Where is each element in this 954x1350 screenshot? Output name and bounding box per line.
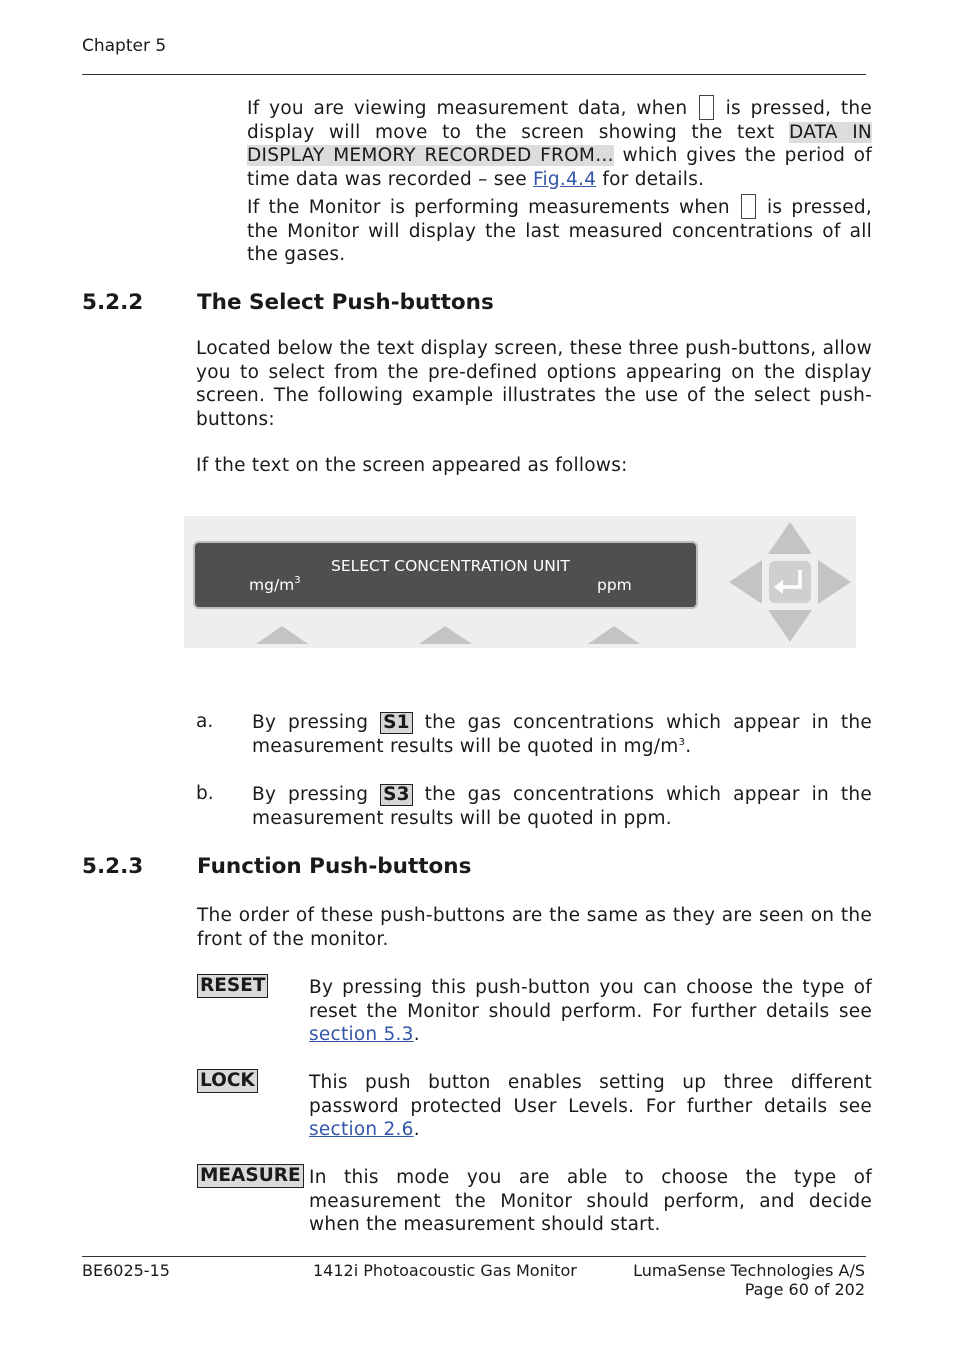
- list-item-a-line2-text: measurement results will be quoted in mg/m: [252, 736, 679, 757]
- select-arrow-icon[interactable]: [588, 626, 640, 644]
- intro-text-2b: is pressed, the Monitor will display the last measured concentrations of all the gases.: [247, 197, 872, 265]
- down-arrow-icon[interactable]: [768, 610, 812, 642]
- reset-description-text: By pressing this push-button you can choose the type of reset the Monitor should perform. For further details see: [309, 977, 872, 1022]
- lcd-option-right: ppm: [597, 576, 632, 594]
- select-arrow-icon[interactable]: [419, 626, 472, 644]
- intro-text-1d: for details.: [602, 168, 705, 190]
- function-key-measure: [197, 1164, 304, 1188]
- blank-key-icon: [699, 95, 714, 120]
- list-marker-a: a.: [196, 711, 214, 732]
- intro-text-1a: If you are viewing measurement data, when: [247, 98, 688, 119]
- lock-description-end: .: [413, 1119, 420, 1140]
- display-memory-text: DATA IN DISPLAY MEMORY RECORDED FROM…: [247, 121, 872, 166]
- footer-company: LumaSense Technologies A/S: [633, 1261, 865, 1280]
- reset-key: RESET: [197, 974, 268, 998]
- footer-doc-id: BE6025-15: [82, 1261, 170, 1280]
- section-title-522: The Select Push-buttons: [197, 290, 494, 315]
- section-5-3-link[interactable]: section 5.3: [309, 1024, 414, 1045]
- list-item-a-pre: By pressing: [252, 712, 369, 733]
- screen-intro-paragraph: If the text on the screen appeared as follows:: [196, 455, 628, 476]
- section-number-522: 5.2.2: [82, 290, 144, 315]
- list-item-a-end: .: [685, 736, 692, 757]
- left-arrow-icon[interactable]: [729, 560, 762, 604]
- intro-text-2a: If the Monitor is performing measurements when: [247, 197, 730, 218]
- lock-description: [309, 1071, 872, 1142]
- footer-product: 1412i Photoacoustic Gas Monitor: [313, 1261, 577, 1280]
- select-arrow-icon[interactable]: [256, 626, 308, 644]
- list-item-a-line1: [252, 711, 872, 735]
- function-key-reset: [197, 974, 268, 998]
- list-marker-b: b.: [196, 783, 214, 804]
- footer-page: Page 60 of 202: [744, 1280, 865, 1299]
- chapter-header: Chapter 5: [82, 36, 167, 56]
- list-item-a-line2: [252, 735, 872, 759]
- footer-rule: [82, 1256, 866, 1257]
- reset-description: [309, 976, 872, 1047]
- list-item-a-text: the gas concentrations which appear in the: [424, 712, 872, 733]
- lcd-title: SELECT CONCENTRATION UNIT: [331, 557, 570, 575]
- intro-text-1b: is pressed, the display will move to the screen showing the text: [247, 98, 872, 143]
- header-rule: [82, 74, 866, 75]
- select-buttons-paragraph: Located below the text display screen, these three push-buttons, allow you to select from the pre-defined options appearing on the display screen. The following example illustrates the use of the select push-buttons:: [196, 338, 872, 430]
- list-item-b-line2: measurement results will be quoted in ppm.: [252, 808, 672, 829]
- section-title-523: Function Push-buttons: [197, 854, 472, 879]
- s3-key: S3: [380, 784, 413, 806]
- function-buttons-paragraph: The order of these push-buttons are the same as they are seen on the front of the monitor.: [197, 905, 872, 950]
- enter-icon[interactable]: [769, 561, 811, 603]
- section-2-6-link[interactable]: section 2.6: [309, 1119, 414, 1140]
- section-number-523: 5.2.3: [82, 854, 144, 879]
- lcd-option-left-sup: 3: [294, 575, 301, 586]
- function-key-lock: [197, 1069, 258, 1093]
- up-arrow-icon[interactable]: [768, 522, 812, 554]
- intro-paragraph-2: [247, 194, 872, 267]
- list-item-b-text: the gas concentrations which appear in the: [424, 784, 872, 805]
- lock-description-text: This push button enables setting up three different password protected User Levels. For further details see: [309, 1072, 872, 1117]
- list-item-b-line1: [252, 783, 872, 807]
- list-item-b-pre: By pressing: [252, 784, 369, 805]
- lcd-option-left-text: mg/m: [249, 576, 295, 594]
- s1-key: S1: [380, 712, 413, 734]
- lock-key: LOCK: [197, 1069, 258, 1093]
- list-item-a-sup: 3: [678, 737, 686, 748]
- intro-paragraph-1: [247, 95, 872, 191]
- measure-description: In this mode you are able to choose the type of measurement the Monitor should perform, and decide when the measurement should start.: [309, 1167, 872, 1235]
- measure-key: MEASURE: [197, 1164, 304, 1188]
- fig-4-4-link[interactable]: Fig.4.4: [533, 168, 597, 190]
- blank-key-icon: [741, 194, 756, 219]
- panel-buttons-svg: [184, 516, 856, 648]
- right-arrow-icon[interactable]: [818, 560, 851, 604]
- reset-description-end: .: [413, 1024, 420, 1045]
- intro-text-1c: which gives the period of time data was recorded – see: [247, 145, 872, 190]
